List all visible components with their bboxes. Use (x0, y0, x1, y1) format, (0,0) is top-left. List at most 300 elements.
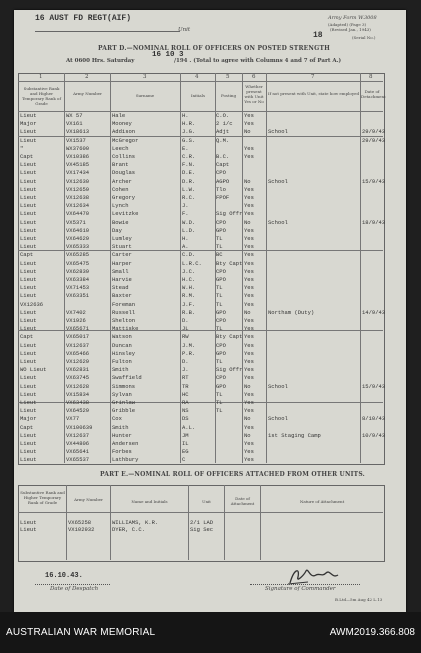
row-surname: Baxter (112, 292, 132, 300)
row-rank: Capt (20, 333, 34, 341)
row-army-number: VX10386 (66, 153, 90, 160)
row-army-number: VX65285 (66, 251, 90, 259)
row-initials: J.C. (182, 267, 196, 275)
row-army-number: VX12637 (66, 431, 90, 439)
row-army-number: VX64610 (66, 226, 90, 234)
row-posting: Sig Offr (216, 366, 243, 374)
row-present: Yes (244, 194, 254, 201)
row-surname: Cohen (112, 185, 129, 193)
strength-date: 16 10 3 (152, 51, 184, 59)
row-present: Yes (244, 358, 254, 365)
e-row-name: WILLIAMS, K.R. (112, 519, 159, 526)
header-rule (18, 81, 383, 82)
row-army-number: WX 57 (66, 112, 83, 119)
row-rank: Capt (20, 153, 34, 160)
row-present: Yes (244, 251, 254, 259)
row-present: Yes (244, 243, 254, 251)
row-detachment-date: 10/9/43 (362, 431, 386, 439)
row-present: Yes (244, 235, 254, 242)
col-divider (360, 73, 361, 463)
row-initials: H.R. (182, 120, 196, 128)
row-army-number: VX65466 (66, 349, 90, 357)
row-present: Yes (244, 390, 254, 398)
row-army-number: VX65537 (66, 456, 90, 464)
row-posting: CPO (216, 374, 226, 382)
col-number: 7 (311, 74, 315, 80)
row-initials: L.D. (182, 226, 196, 234)
row-surname: Smith (112, 366, 129, 374)
row-army-number: VX12637 (66, 341, 90, 349)
row-surname: Stuart (112, 243, 132, 251)
col-head-surname: Surname (135, 93, 155, 98)
serial-number: 18 (313, 31, 323, 40)
row-posting: TL (216, 235, 223, 242)
row-rank: Lieut (20, 431, 37, 439)
form-print-code: B.Ltd—5m Aug 42 L.13 (335, 597, 383, 602)
row-army-number: VX18613 (66, 128, 90, 136)
row-posting: GPO (216, 226, 226, 234)
row-initials: G.S. (182, 136, 196, 144)
signature-line (250, 584, 360, 585)
row-army-number: VX71453 (66, 284, 90, 292)
e-header-rule (18, 512, 383, 513)
row-initials: EG (182, 448, 189, 456)
row-surname: Hale (112, 112, 126, 119)
row-surname: Cox (112, 415, 122, 423)
row-surname: Foreman (112, 300, 136, 308)
row-detachment-date: 29/9/43 (362, 136, 386, 144)
row-posting: Bty Capt (216, 333, 243, 341)
row-rank: Lieut (20, 235, 37, 242)
row-posting: Tlo (216, 185, 226, 193)
row-rank: Lieut (20, 161, 37, 169)
row-initials: H.C. (182, 276, 196, 283)
row-detachment-date: 29/9/43 (362, 128, 386, 136)
row-present: Yes (244, 341, 254, 349)
row-surname: Grinlaw (112, 399, 136, 406)
col-head-present: Whether present with Unit Yes or No (244, 84, 264, 104)
row-initials: R.B. (182, 308, 196, 316)
row-rank: Lieut (20, 169, 37, 177)
row-surname: Simmons (112, 382, 136, 390)
row-posting: TL (216, 243, 223, 251)
row-present: Yes (244, 202, 254, 210)
row-rank: Lieut (20, 194, 37, 201)
row-initials: C.R. (182, 153, 196, 160)
date-line-suffix: /194 . (Total to agree with Columns 4 and 7 of Part A.) (174, 58, 342, 64)
row-army-number: VX62831 (66, 366, 90, 374)
row-army-number: VX65333 (66, 243, 90, 251)
col-head-army-number: Army Number (73, 91, 102, 96)
col-number: 1 (39, 74, 43, 80)
row-present: No (244, 415, 251, 423)
row-army-number: VX77 (66, 415, 80, 423)
row-rank: " (20, 144, 24, 152)
row-surname: Shelton (112, 317, 136, 324)
row-detachment-date: 15/9/43 (362, 382, 386, 390)
row-initials: F. (182, 210, 189, 218)
row-employment: School (268, 218, 288, 226)
row-present: No (244, 218, 251, 226)
row-posting: TL (216, 300, 223, 308)
row-rank: Lieut (20, 399, 37, 406)
row-initials: TR (182, 382, 189, 390)
row-army-number: VX12629 (66, 358, 90, 365)
row-army-number: VX7402 (66, 308, 86, 316)
adapted-note: (Adapted) (Page 3) (328, 22, 367, 27)
row-posting: 2 i/c (216, 120, 233, 128)
row-rank: Lieut (20, 210, 37, 218)
row-present: Yes (244, 112, 254, 119)
row-initials: IL (182, 440, 189, 447)
row-army-number: VX65671 (66, 325, 90, 333)
row-surname: Gregory (112, 194, 136, 201)
row-employment: 1st Staging Camp (268, 431, 321, 439)
row-army-number: VX1926 (66, 317, 86, 324)
row-present: Yes (244, 144, 254, 152)
row-rank: VX12636 (20, 300, 44, 308)
part-d-title: PART D.—NOMINAL ROLL OF OFFICERS ON POSTED STRENGTH (98, 45, 330, 52)
row-army-number: VX64629 (66, 235, 90, 242)
row-present: No (244, 382, 251, 390)
row-posting: CPO (216, 267, 226, 275)
col-divider (110, 73, 111, 463)
row-present: Yes (244, 456, 254, 464)
row-rank: Lieut (20, 136, 37, 144)
row-surname: Hinsley (112, 349, 136, 357)
col-head-employment: If not present with Unit, state how employed (268, 91, 360, 96)
row-surname: Carter (112, 251, 132, 259)
row-posting: CPO (216, 317, 226, 324)
signature-label: Signature of Commander (265, 586, 336, 592)
row-posting: CPO (216, 341, 226, 349)
row-posting: TL (216, 399, 223, 406)
army-form-number: Army Form W.3008 (328, 15, 377, 21)
row-surname: Sylvan (112, 390, 132, 398)
row-surname: Stead (112, 284, 129, 292)
row-rank: Lieut (20, 456, 37, 464)
e-col-divider (110, 485, 111, 560)
row-rank: Lieut (20, 284, 37, 292)
row-present: Yes (244, 448, 254, 456)
row-rank: Lieut (20, 308, 37, 316)
row-present: Yes (244, 325, 254, 333)
row-rank: Lieut (20, 128, 37, 136)
row-present: Yes (244, 292, 254, 300)
row-initials: DS (182, 415, 189, 423)
row-initials: C (182, 456, 186, 464)
row-present: Yes (244, 259, 254, 267)
row-initials: D. (182, 317, 189, 324)
row-initials: D. (182, 358, 189, 365)
archive-item-id: AWM2019.366.808 (329, 627, 415, 638)
row-army-number: VX64470 (66, 210, 90, 218)
date-line-prefix: At 0600 Hrs. Saturday (66, 58, 135, 64)
row-posting: B.C. (216, 153, 230, 160)
row-employment: Northam (Duty) (268, 308, 315, 316)
row-initials: E. (182, 144, 189, 152)
row-posting: Q.M. (216, 136, 230, 144)
row-rank: Lieut (20, 276, 37, 283)
despatch-line (35, 584, 110, 585)
row-initials: RA (182, 399, 189, 406)
row-rank: Lieut (20, 317, 37, 324)
row-initials: D.R. (182, 177, 196, 185)
row-initials: D.E. (182, 169, 196, 177)
e-head-rank: Substantive Rank and Higher Temporary Rank of Grade (20, 490, 65, 505)
row-army-number: WX37600 (66, 144, 90, 152)
row-army-number: VX161 (66, 120, 83, 128)
row-surname: Brant (112, 161, 129, 169)
row-detachment-date: 18/9/43 (362, 218, 386, 226)
revised-note: (Revised Jan., 1943) (330, 27, 371, 32)
row-surname: Day (112, 226, 122, 234)
row-rank: Lieut (20, 358, 37, 365)
despatch-date: 16.10.43. (45, 572, 83, 580)
row-initials: P.R. (182, 349, 196, 357)
row-surname: Lathbury (112, 456, 139, 464)
e-row-army-number: VX65258 (68, 519, 92, 526)
row-initials: A.L. (182, 423, 196, 431)
e-col-divider (66, 485, 67, 560)
row-initials: A. (182, 243, 189, 251)
col-head-rank: Substantive Rank and Higher Temporary Rank of Grade (22, 86, 61, 106)
row-present: No (244, 177, 251, 185)
row-initials: R.M. (182, 292, 196, 300)
row-rank: Major (20, 120, 37, 128)
row-rank: Lieut (20, 407, 37, 415)
row-rank: Lieut (20, 440, 37, 447)
row-posting: AGPO (216, 177, 230, 185)
row-posting: CPO (216, 218, 226, 226)
row-army-number: VX63384 (66, 276, 90, 283)
row-rank: Lieut (20, 382, 37, 390)
row-surname: Watson (112, 333, 132, 341)
col-number: 5 (226, 74, 230, 80)
row-rank: Lieut (20, 112, 37, 119)
row-rank: Lieut (20, 374, 37, 382)
row-surname: Levitzke (112, 210, 139, 218)
row-rank: Lieut (20, 218, 37, 226)
row-rank: Capt (20, 423, 34, 431)
row-army-number: VX62839 (66, 267, 90, 275)
row-surname: Small (112, 267, 129, 275)
row-initials: J. (182, 366, 189, 374)
row-posting: BC (216, 251, 223, 259)
row-employment: School (268, 128, 288, 136)
row-rank: Lieut (20, 243, 37, 251)
col-number: 2 (85, 74, 89, 80)
row-posting: Bty Capt (216, 259, 243, 267)
row-employment: School (268, 382, 288, 390)
row-present: Yes (244, 423, 254, 431)
e-row-name: DYER, C.C. (112, 526, 146, 533)
row-surname: Mattiske (112, 325, 139, 333)
col-divider (180, 73, 181, 463)
row-initials: L.W. (182, 185, 196, 193)
row-surname: Russell (112, 308, 136, 316)
row-rank: Lieut (20, 267, 37, 275)
row-army-number: VX100639 (66, 423, 93, 431)
row-initials: J.F. (182, 300, 196, 308)
row-surname: Smith (112, 423, 129, 431)
e-head-name: Name and Initials (131, 499, 168, 504)
row-posting: C.O. (216, 112, 230, 119)
row-army-number: VX64529 (66, 407, 90, 415)
col-divider (64, 73, 65, 463)
row-surname: Douglas (112, 169, 136, 177)
row-surname: Gribble (112, 407, 136, 415)
row-posting: Adjt (216, 128, 230, 136)
e-head-unit: Unit (202, 499, 211, 504)
row-initials: W.H. (182, 284, 196, 292)
row-rank: Capt (20, 251, 34, 259)
row-rank: Lieut (20, 259, 37, 267)
row-present: Yes (244, 300, 254, 308)
row-surname: Swaffield (112, 374, 142, 382)
row-posting: TL (216, 325, 223, 333)
row-surname: Mooney (112, 120, 132, 128)
row-present: Yes (244, 440, 254, 447)
row-posting: Capt (216, 161, 230, 169)
row-surname: Harper (112, 259, 132, 267)
row-initials: J.M. (182, 341, 196, 349)
row-army-number: VX15834 (66, 390, 90, 398)
row-initials: L.R.C. (182, 259, 202, 267)
row-detachment-date: 8/10/43 (362, 415, 386, 423)
row-surname: Fulton (112, 358, 132, 365)
row-rank: Lieut (20, 390, 37, 398)
despatch-label: Date of Despatch (50, 586, 99, 592)
row-posting: CPO (216, 169, 226, 177)
row-rank: Lieut (20, 325, 37, 333)
row-rank: Lieut (20, 292, 37, 300)
e-head-army-number: Army Number (74, 497, 103, 502)
col-head-posting: Posting (220, 93, 236, 98)
col-number: 8 (369, 74, 373, 80)
unit-name: 16 AUST FD REGT(AIF) (35, 14, 132, 23)
row-initials: NS (182, 407, 189, 415)
row-surname: Archer (112, 177, 132, 185)
e-row-unit: Sig Sec (190, 526, 214, 533)
row-initials: RW (182, 333, 189, 341)
row-present: Yes (244, 333, 254, 341)
col-head-initials: Initials (190, 93, 206, 98)
row-present: Yes (244, 185, 254, 193)
row-posting: GPO (216, 349, 226, 357)
row-posting: TL (216, 292, 223, 300)
row-present: Yes (244, 407, 254, 415)
e-row-rank: Lieut (20, 526, 37, 533)
row-surname: Bowie (112, 218, 129, 226)
row-surname: Duncan (112, 341, 132, 349)
row-present: Yes (244, 317, 254, 324)
row-army-number: VX65641 (66, 448, 90, 456)
e-head-attachment-nature: Nature of Attachment (299, 499, 345, 504)
row-posting: Sig Offr (216, 210, 243, 218)
row-detachment-date: 14/9/43 (362, 308, 386, 316)
row-surname: Leech (112, 144, 129, 152)
row-employment: School (268, 177, 288, 185)
row-initials: JL (182, 325, 189, 333)
row-rank: Lieut (20, 177, 37, 185)
row-army-number: VX5371 (66, 218, 86, 226)
row-rank: WO Lieut (20, 366, 47, 374)
row-initials: H. (182, 235, 189, 242)
row-initials: F.N. (182, 161, 196, 169)
row-present: Yes (244, 276, 254, 283)
part-e-title: PART E.—NOMINAL ROLL OF OFFICERS ATTACHED FROM OTHER UNITS. (100, 471, 365, 478)
row-surname: Lynch (112, 202, 129, 210)
e-row-rank: Lieut (20, 519, 37, 526)
col-head-detachment-date: Date of Detachment (361, 89, 386, 99)
row-present: Yes (244, 153, 254, 160)
row-army-number: VX12659 (66, 185, 90, 193)
row-army-number: VX1537 (66, 136, 86, 144)
row-posting: FPOF (216, 194, 230, 201)
row-surname: Harvie (112, 276, 132, 283)
e-row-unit: 2/1 LAD (190, 519, 214, 526)
row-army-number: VX63438 (66, 399, 90, 406)
row-rank: Lieut (20, 185, 37, 193)
row-surname: Hunter (112, 431, 132, 439)
row-initials: J.G. (182, 128, 196, 136)
row-present: Yes (244, 284, 254, 292)
row-present: No (244, 431, 251, 439)
row-initials: W.D. (182, 218, 196, 226)
row-initials: R.C. (182, 194, 196, 201)
col-number: 4 (195, 74, 199, 80)
row-surname: Forbes (112, 448, 132, 456)
row-present: Yes (244, 349, 254, 357)
col-divider (242, 73, 243, 463)
col-divider (266, 73, 267, 463)
row-initials: JM (182, 431, 189, 439)
row-army-number: VX12630 (66, 177, 90, 185)
row-initials: RT (182, 374, 189, 382)
row-rank: Lieut (20, 448, 37, 456)
row-surname: Lumley (112, 235, 132, 242)
row-army-number: VX65017 (66, 333, 90, 341)
row-army-number: VX12628 (66, 382, 90, 390)
row-army-number: VX12634 (66, 202, 90, 210)
row-posting: TL (216, 284, 223, 292)
unit-label: Unit (178, 27, 191, 33)
row-posting: TL (216, 407, 223, 415)
row-detachment-date: 15/9/43 (362, 177, 386, 185)
e-col-divider (224, 485, 225, 560)
e-row-army-number: VX102932 (68, 526, 95, 533)
col-number: 6 (252, 74, 256, 80)
row-posting: GPO (216, 382, 226, 390)
row-rank: Lieut (20, 226, 37, 234)
row-initials: C.D. (182, 251, 196, 259)
serial-label: (Serial No.) (352, 35, 376, 40)
row-army-number: VX12638 (66, 194, 90, 201)
row-surname: Collins (112, 153, 136, 160)
e-head-attachment-date: Date of Attachment (230, 496, 255, 506)
row-army-number: VX17434 (66, 169, 90, 177)
row-rank: Lieut (20, 349, 37, 357)
row-initials: HC (182, 390, 189, 398)
col-number: 3 (143, 74, 147, 80)
row-present: Yes (244, 374, 254, 382)
row-present: Yes (244, 366, 254, 374)
row-employment: School (268, 415, 288, 423)
row-army-number: VX63351 (66, 292, 90, 300)
row-rank: Major (20, 415, 37, 423)
row-army-number: VX65475 (66, 259, 90, 267)
